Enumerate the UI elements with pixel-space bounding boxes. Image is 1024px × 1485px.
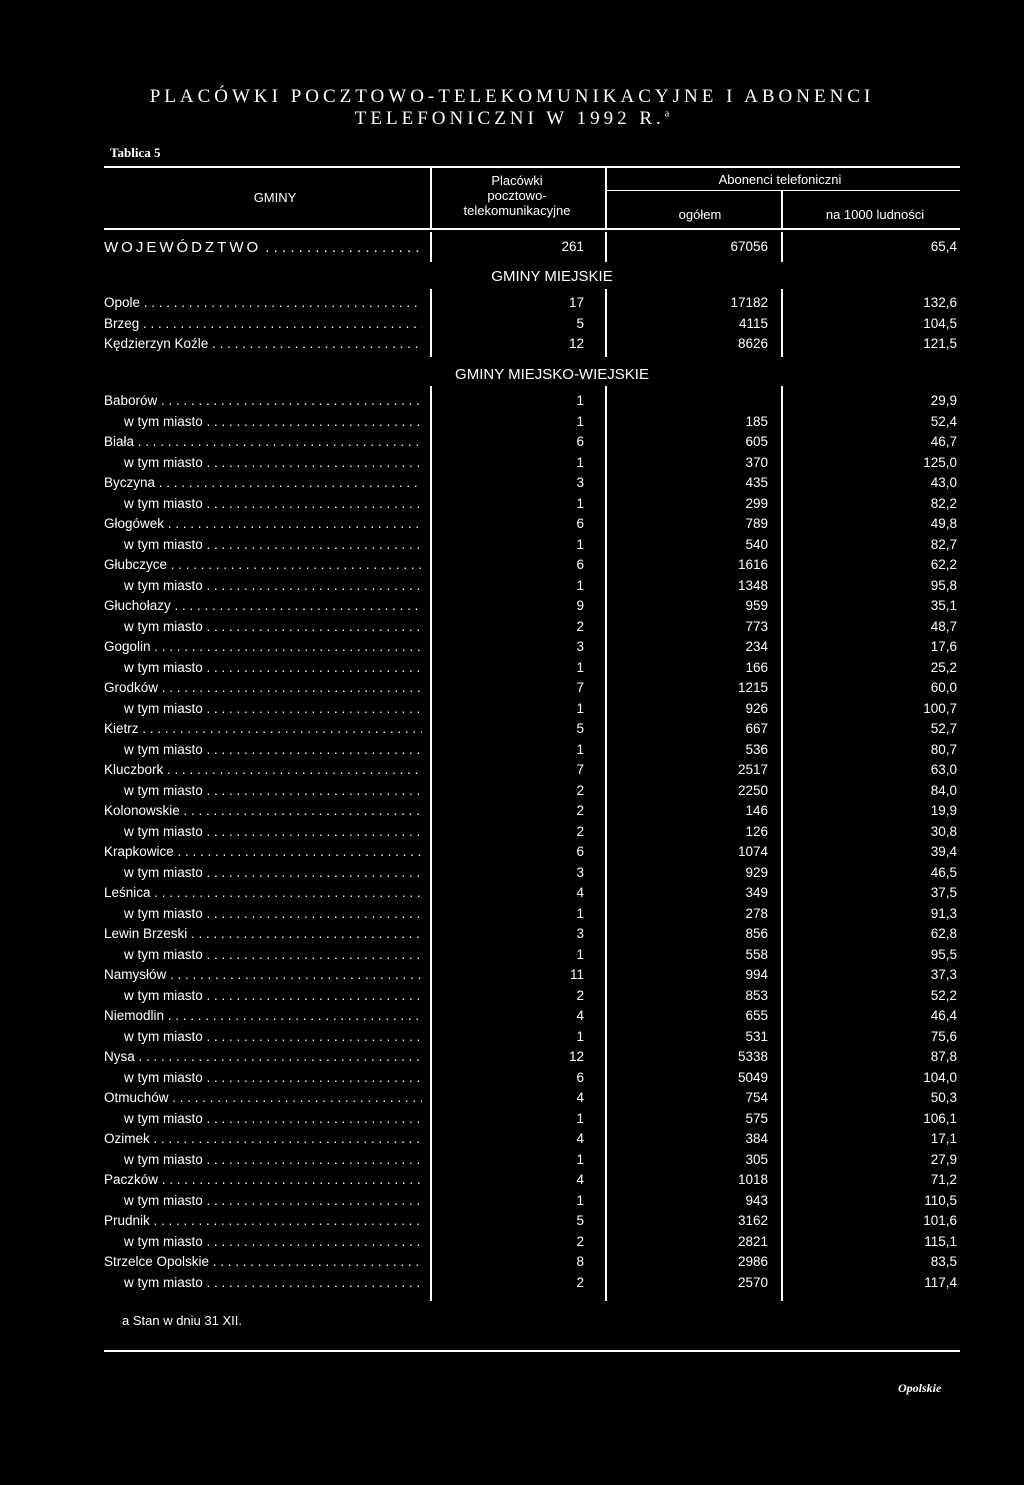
row-na-1000: 48,7	[930, 618, 957, 634]
table-row	[104, 336, 964, 356]
table-row	[104, 947, 964, 967]
row-ogolem: 655	[745, 1008, 768, 1023]
header-na-1000: na 1000 ludności	[825, 207, 925, 222]
table-row	[104, 537, 964, 557]
row-na-1000: 29,9	[930, 393, 957, 408]
table-row	[104, 865, 964, 885]
row-na-1000: 65,4	[930, 239, 957, 254]
row-name: Namysłów . . .	[104, 967, 422, 982]
table-row	[104, 1234, 964, 1254]
row-name: Baborów . . .	[104, 393, 422, 408]
section-gminy-miejskie: GMINY MIEJSKIE	[491, 268, 613, 285]
row-na-1000: 27,9	[930, 1151, 957, 1167]
row-na-1000: 84,0	[930, 782, 957, 798]
row-na-1000: 117,4	[924, 1274, 957, 1290]
header-divider-3	[781, 191, 783, 228]
row-name: w tym miasto . . .	[124, 455, 422, 470]
row-na-1000: 46,4	[930, 1008, 957, 1023]
row-name: Paczków . . .	[104, 1172, 422, 1187]
row-name: w tym miasto . . .	[124, 824, 422, 839]
row-placowki: 1	[576, 413, 584, 429]
row-ogolem: 17182	[730, 295, 768, 310]
row-placowki: 1	[576, 1028, 584, 1044]
row-name: Otmuchów . . .	[104, 1090, 422, 1105]
row-ogolem: 959	[745, 598, 768, 613]
row-name: Ozimek . . .	[104, 1131, 422, 1146]
row-name: w tym miasto . . .	[124, 1152, 422, 1167]
row-ogolem: 540	[745, 536, 768, 552]
table-row	[104, 1090, 964, 1110]
row-na-1000: 37,5	[930, 885, 957, 900]
footnote: a Stan w dniu 31 XII.	[122, 1313, 242, 1328]
row-ogolem: 234	[745, 639, 768, 654]
table-row	[104, 1029, 964, 1049]
row-name: w tym miasto . . .	[124, 783, 422, 798]
row-placowki: 12	[568, 1049, 584, 1064]
row-placowki: 2	[576, 1233, 584, 1249]
row-placowki: 1	[576, 1192, 584, 1208]
header-ogolem: ogółem	[678, 207, 722, 222]
table-row	[104, 496, 964, 516]
row-na-1000: 52,4	[930, 413, 957, 429]
row-na-1000: 95,8	[930, 577, 957, 593]
row-name: Opole . . .	[104, 295, 422, 310]
row-placowki: 6	[576, 844, 584, 859]
table-label: Tablica 5	[110, 145, 161, 160]
row-placowki: 11	[569, 967, 584, 982]
table-row	[104, 455, 964, 475]
row-ogolem: 773	[745, 618, 768, 634]
row-na-1000: 62,8	[930, 926, 957, 941]
row-name: w tym miasto . . .	[124, 1070, 422, 1085]
row-name: Strzelce Opolskie . . .	[104, 1254, 422, 1269]
row-na-1000: 82,7	[930, 536, 957, 552]
row-ogolem: 754	[745, 1090, 768, 1105]
row-name: w tym miasto . . .	[124, 701, 422, 716]
row-ogolem: 1074	[737, 844, 768, 859]
row-placowki: 1	[576, 495, 584, 511]
row-placowki: 261	[561, 239, 584, 254]
row-ogolem: 435	[745, 475, 768, 490]
table-title-line-2-text: TELEFONICZNI W 1992 R.	[354, 108, 665, 129]
row-ogolem: 2570	[737, 1274, 768, 1290]
row-placowki: 1	[576, 577, 584, 593]
table-title-line-2	[0, 108, 1024, 130]
row-placowki: 1	[576, 1151, 584, 1167]
row-placowki: 9	[576, 598, 584, 613]
row-na-1000: 25,2	[930, 659, 957, 675]
row-na-1000: 46,5	[930, 864, 957, 880]
table-row	[104, 967, 964, 987]
row-na-1000: 110,5	[924, 1192, 957, 1208]
row-ogolem: 536	[745, 741, 768, 757]
table-row	[104, 475, 964, 495]
row-name: w tym miasto . . .	[124, 414, 422, 429]
row-placowki: 3	[576, 926, 584, 941]
row-na-1000: 17,1	[930, 1131, 957, 1146]
header-divider-2	[605, 168, 607, 228]
row-name: w tym miasto . . .	[124, 537, 422, 552]
row-name: w tym miasto . . .	[124, 865, 422, 880]
row-na-1000: 43,0	[930, 475, 957, 490]
row-name: w tym miasto . . .	[124, 1234, 422, 1249]
table-row	[104, 660, 964, 680]
row-ogolem: 185	[745, 413, 768, 429]
row-na-1000: 125,0	[923, 454, 957, 470]
table-row	[104, 1049, 964, 1069]
row-ogolem: 2986	[737, 1254, 768, 1269]
row-placowki: 7	[576, 762, 584, 777]
row-placowki: 1	[576, 1110, 584, 1126]
row-placowki: 2	[576, 803, 584, 818]
table-row	[104, 721, 964, 741]
table-row	[104, 516, 964, 536]
table-row	[104, 393, 964, 413]
table-row	[104, 316, 964, 336]
row-ogolem: 384	[745, 1131, 768, 1146]
row-name: w tym miasto . . .	[124, 1275, 422, 1290]
table-row	[104, 619, 964, 639]
table-row	[104, 701, 964, 721]
row-placowki: 5	[576, 1213, 584, 1228]
row-placowki: 3	[576, 864, 584, 880]
row-ogolem: 1215	[737, 680, 768, 695]
row-ogolem: 299	[745, 495, 768, 511]
row-name: Brzeg . . .	[104, 316, 422, 331]
header-top-rule	[104, 166, 960, 168]
row-na-1000: 39,4	[930, 844, 957, 859]
row-ogolem: 126	[745, 823, 768, 839]
row-name: Głogówek . . .	[104, 516, 422, 531]
row-ogolem: 166	[745, 659, 768, 675]
row-placowki: 5	[576, 721, 584, 736]
row-na-1000: 62,2	[930, 557, 957, 572]
row-placowki: 1	[576, 393, 584, 408]
row-ogolem: 4115	[738, 315, 768, 331]
row-ogolem: 349	[745, 885, 768, 900]
row-ogolem: 929	[745, 864, 768, 880]
row-na-1000: 75,6	[930, 1028, 957, 1044]
row-ogolem: 2250	[737, 782, 768, 798]
row-na-1000: 121,5	[923, 336, 957, 351]
row-ogolem: 5049	[737, 1069, 768, 1085]
table-row	[104, 906, 964, 926]
row-placowki: 5	[576, 315, 584, 331]
row-placowki: 1	[576, 659, 584, 675]
header-sub-rule	[607, 190, 960, 191]
row-na-1000: 101,6	[923, 1213, 957, 1228]
row-name: w tym miasto . . .	[124, 906, 422, 921]
row-ogolem: 943	[745, 1192, 768, 1208]
table-row	[104, 1172, 964, 1192]
row-na-1000: 52,7	[930, 721, 957, 736]
table-row	[104, 557, 964, 577]
header-gminy: GMINY	[253, 190, 297, 205]
table-row	[104, 1275, 964, 1295]
row-ogolem: 67056	[730, 239, 768, 254]
row-name: Krapkowice . . .	[104, 844, 422, 859]
row-name: Prudnik . . .	[104, 1213, 422, 1228]
row-ogolem: 2821	[737, 1233, 768, 1249]
row-na-1000: 46,7	[930, 434, 957, 449]
row-na-1000: 82,2	[930, 495, 957, 511]
row-placowki: 3	[576, 475, 584, 490]
row-na-1000: 19,9	[930, 803, 957, 818]
row-placowki: 3	[576, 639, 584, 654]
row-na-1000: 60,0	[930, 680, 957, 695]
row-ogolem: 926	[745, 700, 768, 716]
row-na-1000: 37,3	[930, 967, 957, 982]
row-name: WOJEWÓDZTWO . . .	[104, 239, 422, 256]
row-ogolem: 1616	[737, 557, 768, 572]
table-row	[104, 598, 964, 618]
wojewodztwo-row	[104, 239, 964, 259]
row-name: Biała . . .	[104, 434, 422, 449]
row-na-1000: 30,8	[930, 823, 957, 839]
row-na-1000: 17,6	[930, 639, 957, 654]
table-row	[104, 680, 964, 700]
table-row	[104, 803, 964, 823]
table-row	[104, 844, 964, 864]
row-ogolem: 146	[745, 803, 768, 818]
table-row	[104, 578, 964, 598]
table-row	[104, 1193, 964, 1213]
row-na-1000: 35,1	[930, 598, 957, 613]
row-na-1000: 115,1	[924, 1233, 957, 1249]
row-placowki: 2	[576, 618, 584, 634]
footer-rule	[104, 1350, 960, 1352]
header-abonenci: Abonenci telefoniczni	[718, 172, 842, 187]
row-placowki: 6	[576, 557, 584, 572]
row-na-1000: 52,2	[930, 987, 957, 1003]
header-bottom-rule	[104, 228, 960, 230]
table-row	[104, 742, 964, 762]
row-name: w tym miasto . . .	[124, 1029, 422, 1044]
table-row	[104, 1111, 964, 1131]
row-name: Nysa . . .	[104, 1049, 422, 1064]
row-name: Kędzierzyn Koźle . . .	[104, 336, 422, 351]
row-ogolem: 370	[745, 454, 768, 470]
row-placowki: 12	[568, 336, 584, 351]
table-row	[104, 1254, 964, 1274]
table-row	[104, 295, 964, 315]
table-row	[104, 639, 964, 659]
table-row	[104, 414, 964, 434]
row-ogolem: 667	[745, 721, 768, 736]
row-placowki: 6	[576, 516, 584, 531]
row-placowki: 2	[576, 823, 584, 839]
table-row	[104, 988, 964, 1008]
row-ogolem: 789	[745, 516, 768, 531]
row-ogolem: 8626	[737, 336, 768, 351]
row-placowki: 4	[576, 1131, 584, 1146]
table-row	[104, 1008, 964, 1028]
row-placowki: 6	[576, 434, 584, 449]
row-name: Grodków . . .	[104, 680, 422, 695]
section-gminy-miejsko-wiejskie: GMINY MIEJSKO-WIEJSKIE	[455, 366, 649, 383]
row-placowki: 17	[568, 295, 584, 310]
table-row	[104, 926, 964, 946]
table-row	[104, 1070, 964, 1090]
header-divider-1	[430, 168, 432, 228]
row-na-1000: 87,8	[930, 1049, 957, 1064]
row-ogolem: 558	[745, 946, 768, 962]
row-na-1000: 100,7	[923, 700, 957, 716]
row-placowki: 4	[576, 1090, 584, 1105]
header-placowki: Placówki pocztowo-telekomunikacyjne	[463, 173, 571, 218]
row-ogolem: 1018	[737, 1172, 768, 1187]
table-title-line-1: PLACÓWKI POCZTOWO-TELEKOMUNIKACYJNE I ABONENCI	[149, 86, 875, 107]
row-placowki: 1	[576, 536, 584, 552]
row-placowki: 4	[576, 885, 584, 900]
row-name: Kietrz . . .	[104, 721, 422, 736]
row-name: Kluczbork . . .	[104, 762, 422, 777]
row-na-1000: 104,5	[923, 315, 957, 331]
table-row	[104, 1213, 964, 1233]
row-placowki: 7	[576, 680, 584, 695]
row-ogolem: 3162	[737, 1213, 768, 1228]
row-placowki: 2	[576, 782, 584, 798]
row-ogolem: 531	[745, 1028, 768, 1044]
row-name: w tym miasto . . .	[124, 988, 422, 1003]
row-placowki: 4	[576, 1008, 584, 1023]
row-name: Gogolin . . .	[104, 639, 422, 654]
row-na-1000: 80,7	[930, 741, 957, 757]
row-na-1000: 95,5	[930, 946, 957, 962]
row-ogolem: 278	[745, 905, 768, 921]
row-ogolem: 605	[745, 434, 768, 449]
row-na-1000: 104,0	[923, 1069, 957, 1085]
footnote-mark: a	[664, 108, 670, 120]
row-ogolem: 575	[745, 1110, 768, 1126]
row-placowki: 8	[576, 1254, 584, 1269]
table-row	[104, 762, 964, 782]
row-placowki: 2	[576, 987, 584, 1003]
row-ogolem: 853	[745, 987, 768, 1003]
table-row	[104, 783, 964, 803]
row-name: w tym miasto . . .	[124, 947, 422, 962]
row-name: w tym miasto . . .	[124, 660, 422, 675]
table-row	[104, 1131, 964, 1151]
row-name: w tym miasto . . .	[124, 496, 422, 511]
row-ogolem: 5338	[737, 1049, 768, 1064]
row-name: Głuchołazy . . .	[104, 598, 422, 613]
row-placowki: 1	[576, 454, 584, 470]
row-name: Lewin Brzeski . . .	[104, 926, 422, 941]
row-na-1000: 50,3	[930, 1090, 957, 1105]
row-ogolem: 994	[745, 967, 768, 982]
row-name: Głubczyce . . .	[104, 557, 422, 572]
table-row	[104, 434, 964, 454]
row-na-1000: 49,8	[930, 516, 957, 531]
row-name: w tym miasto . . .	[124, 619, 422, 634]
row-placowki: 1	[576, 946, 584, 962]
row-name: Kolonowskie . . .	[104, 803, 422, 818]
row-placowki: 1	[576, 700, 584, 716]
row-placowki: 2	[576, 1274, 584, 1290]
row-placowki: 1	[576, 905, 584, 921]
row-ogolem: 856	[745, 926, 768, 941]
row-na-1000: 63,0	[930, 762, 957, 777]
row-ogolem: 2517	[737, 762, 768, 777]
row-na-1000: 83,5	[930, 1254, 957, 1269]
row-na-1000: 91,3	[930, 905, 957, 921]
row-ogolem: 1348	[737, 577, 768, 593]
row-placowki: 1	[576, 741, 584, 757]
row-name: Niemodlin . . .	[104, 1008, 422, 1023]
row-placowki: 6	[576, 1069, 584, 1085]
row-name: Leśnica . . .	[104, 885, 422, 900]
page-label: Opolskie	[898, 1381, 942, 1395]
table-row	[104, 885, 964, 905]
row-placowki: 4	[576, 1172, 584, 1187]
table-row	[104, 1152, 964, 1172]
row-name: Byczyna . . .	[104, 475, 422, 490]
row-ogolem: 305	[745, 1151, 768, 1167]
row-name: w tym miasto . . .	[124, 578, 422, 593]
row-na-1000: 71,2	[930, 1172, 957, 1187]
row-name: w tym miasto . . .	[124, 1111, 422, 1126]
table-row	[104, 824, 964, 844]
row-na-1000: 106,1	[923, 1110, 957, 1126]
row-name: w tym miasto . . .	[124, 1193, 422, 1208]
row-name: w tym miasto . . .	[124, 742, 422, 757]
row-na-1000: 132,6	[923, 295, 957, 310]
